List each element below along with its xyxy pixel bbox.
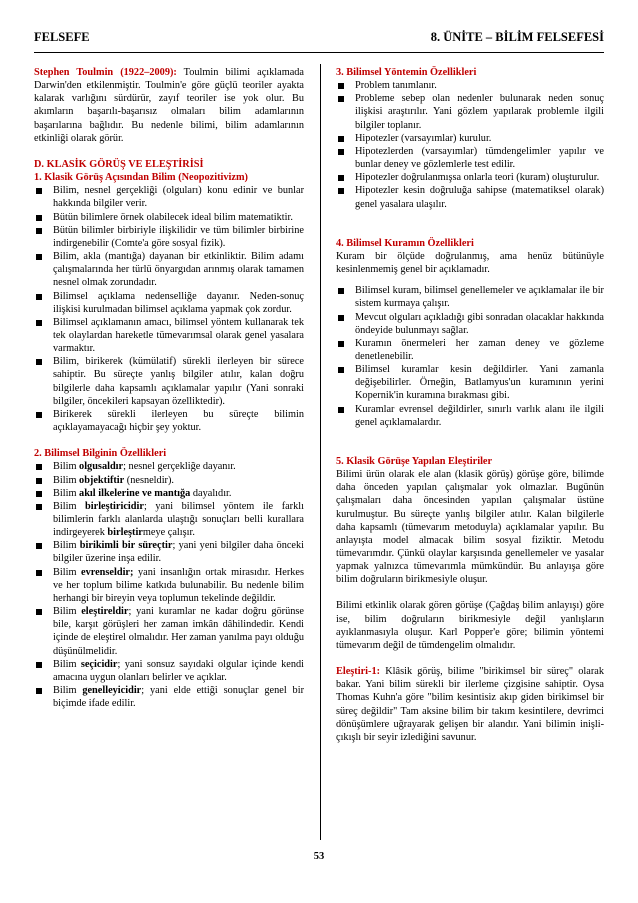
list-item: Bilimsel kuramlar kesin değildirler. Yani zamanla değişebilirler. Örneğin, Batlamyus'un kuramının yerini Kopernik'in kuramına bırakması gibi.: [336, 363, 604, 402]
list-item: Hipotezler doğrulanmışsa onlarla teori (kuram) oluşturulur.: [336, 171, 604, 184]
list-item: Bütün bilimler birbiriyle ilişkilidir ve tüm bilimler birbirine indirgenebilir (Comte'a göre sosyal fizik).: [34, 224, 304, 250]
left-column: [34, 66, 304, 710]
subheading-3: 3. Bilimsel Yöntemin Özellikleri: [336, 67, 477, 78]
subheading-1: 1. Klasik Görüş Açısından Bilim (Neopozitivizm): [34, 172, 248, 184]
list-item: Bilim evrenseldir; yani insanlığın ortak mirasıdır. Herkes ve her toplum bilime katkıda bulunabilir. Bu nedenle bilim herhangi bir bireyin veya toplumun tekelinde değildir.: [34, 566, 304, 605]
list-item: Bilim, birikerek (kümülatif) sürekli ilerleyen bir sürece sahiptir. Bu süreçte yanlış bilgiler atılır, kalan doğru bilgilerle daha kapsamlı açıklamalar yapılır (Yani sonraki bilgiler, öncekileri kapsayan özelliktedir).: [34, 355, 304, 408]
criticism-1-paragraph: [336, 665, 604, 744]
header-rule: [34, 52, 604, 53]
section-d-heading: D. KLASİK GÖRÜŞ VE ELEŞTİRİSİ: [34, 158, 204, 170]
list-item: Bilim birleştiricidir; yani bilimsel yöntem ile farklı bilimlerin farklı alanlarda ulaştığı sonuçları belli kurallara indirgeyerek birleştirmeye çalışır.: [34, 500, 304, 539]
list-item: Hipotezler (varsayımlar) kurulur.: [336, 132, 604, 145]
list-item: Bilim olgusaldır; nesnel gerçekliğe dayanır.: [34, 460, 304, 473]
list-item: Bilim eleştireldir; yani kuramlar ne kadar doğru görünse bile, karşıt görüşleri her zaman imkân dâhilindedir. Kendi içinde de eleştirel olmalıdır. Her zaman yanılma payı olduğu düşünülmelidir.: [34, 605, 304, 658]
list-item: Hipotezler kesin doğruluğa sahipse (matematiksel olarak) genel yasalara ulaşılır.: [336, 184, 604, 210]
subheading-5: 5. Klasik Görüşe Yapılan Eleştiriler: [336, 455, 493, 467]
list-item: Birikerek sürekli ilerleyen bu süreçte bilimin açıklayamayacağı hiçbir şey yoktur.: [34, 408, 304, 434]
list-item: Bilim genelleyicidir; yani elde ettiği sonuçlar genel bir biçimde ifade edilir.: [34, 684, 304, 710]
toulmin-text: Toulmin bilimi açıklamada Darwin'den etkilenmiştir. Toulmin'e göre güçlü teoriler ayakta kalarak varlığını sürdürür, zayıf teoriler ise yok olur. Bu akımların başarılı-başarısız olmaları bilim adamlarının başarılarına bağlıdır. Bu nedenle bilimi, bilim adamlarının etkinliği olarak görür.: [34, 67, 304, 144]
criticism-1-label: Eleştiri-1:: [336, 666, 381, 678]
list-item: Bilimsel açıklamanın amacı, bilimsel yöntem kullanarak tek tek olaylardan hareketle tümevarımsal olarak genel yasalara varmaktır.: [34, 316, 304, 355]
page-header: [34, 30, 604, 50]
header-unit: 8. ÜNİTE – BİLİM FELSEFESİ: [430, 30, 604, 44]
criticism-1-text: Klâsik görüş, bilime "birikimsel bir süreç" olarak bakar. Yani bilim sürekli bir ilerleme çizgisine sahiptir. Oysa Thomas Kuhn'a göre "bilim kesintisiz akıp giden birikimsel bir süreç değildir" Tam aksine bilim bir takım kesintilere, devrimci dönüşümlere uğrayarak gelişen bir alandır. Yani bilimin inişli-çıkışlı bir seyir izlediğini savunur.: [336, 666, 604, 743]
list-item: Hipotezlerden (varsayımlar) tümdengelimler yapılır ve bunlar deney ve gözlemlerle test edilir.: [336, 145, 604, 171]
subheading-2: 2. Bilimsel Bilginin Özellikleri: [34, 448, 167, 460]
list-item: Bilim seçicidir; yani sonsuz sayıdaki olgular içinde kendi amacına uygun olanları belirler ve açıklar.: [34, 658, 304, 684]
list-item: Problem tanımlanır.: [336, 79, 604, 92]
list-item: Bütün bilimlere örnek olabilecek ideal bilim matematiktir.: [34, 211, 304, 224]
list-item: Bilim akıl ilkelerine ve mantığa dayalıdır.: [34, 487, 304, 500]
criticism-paragraph-1: Bilimi ürün olarak ele alan (klasik görüş) görüşe göre, bilimde daha önceden yapılan çalışmalar yok olmazlar. Bugünün çalışmaları daha öncesinden yapılan çalışmalar üstüne kurulmuştur. Bu süreçte yanlış bilgiler atılır. Kalan bilgilerle daha kapsamlı (tümevarım metoduyla) açıklamalar yapılır. Bu anlayışta model almacak bilim sosyal fiziktir. Metodu tümevarımdır. Çünkü olaylar karşısında genellemeler ve yasalar yapmak yalnızca tümevarımla mümkündür. Bu anlayışa göre bilim doğruların birikmesiyle oluşur.: [336, 469, 604, 586]
list-item: Bilim birikimli bir süreçtir; yani yeni bilgiler daha önceki bilgiler üzerine inşa edilir.: [34, 539, 304, 565]
list-theory-features: [336, 284, 604, 429]
list-item: Probleme sebep olan nedenler bulunarak neden sonuç ilişkisi araştırılır. Yani gözlem yapılarak problemle ilgili bilgiler toplanır.: [336, 92, 604, 131]
list-item: Kuramın önermeleri her zaman deney ve gözleme denetlenebilir.: [336, 337, 604, 363]
list-item: Bilim, nesnel gerçekliği (olguları) konu edinir ve bunlar hakkında bilgiler verir.: [34, 184, 304, 210]
list-item: Mevcut olguları açıkladığı gibi sonradan olacaklar hakkında öndeyide bulunmayı sağlar.: [336, 311, 604, 337]
list-item: Kuramlar evrensel değildirler, sınırlı varlık alanı ile ilgili genel açıklamalardır.: [336, 403, 604, 429]
right-column: [336, 66, 604, 744]
list-item: Bilimsel açıklama nedenselliğe dayanır. Neden-sonuç ilişkisi kurulmadan bilimsel açıklama yapmak çok zordur.: [34, 290, 304, 316]
list-item: Bilimsel kuram, bilimsel genellemeler ve açıklamalar ile bir sistem kurmaya çalışır.: [336, 284, 604, 310]
list-knowledge-features: [34, 460, 304, 710]
list-classic-view: [34, 184, 304, 434]
list-method-features: [336, 79, 604, 211]
column-divider: [320, 64, 321, 840]
subheading-4: 4. Bilimsel Kuramın Özellikleri: [336, 237, 474, 249]
criticism-paragraph-2: Bilimi etkinlik olarak gören görüşe (Çağdaş bilim anlayışı) göre ise, bilim doğruların birikmesiyle değil yanlışların ayıklanmasıyla oluşur. Karl Popper'e göre; bilimin yöntemi tümevarım değil de tümdengelim olmalıdır.: [336, 600, 604, 651]
toulmin-paragraph: [34, 66, 304, 145]
list-item: Bilim, akla (mantığa) dayanan bir etkinliktir. Bilim adamı çalışmalarında her türlü önyargıdan arınmış olarak tamamen nesnel olmak zorundadır.: [34, 250, 304, 289]
page-number: 53: [313, 851, 325, 862]
theory-definition: Kuram bir ölçüde doğrulanmış, ama henüz bütünüyle kesinlenmemiş genel bir açıklamadır.: [336, 250, 604, 276]
toulmin-name: Stephen Toulmin (1922–2009):: [34, 67, 177, 78]
header-subject: FELSEFE: [34, 30, 90, 44]
list-item: Bilim objektiftir (nesneldir).: [34, 474, 304, 487]
